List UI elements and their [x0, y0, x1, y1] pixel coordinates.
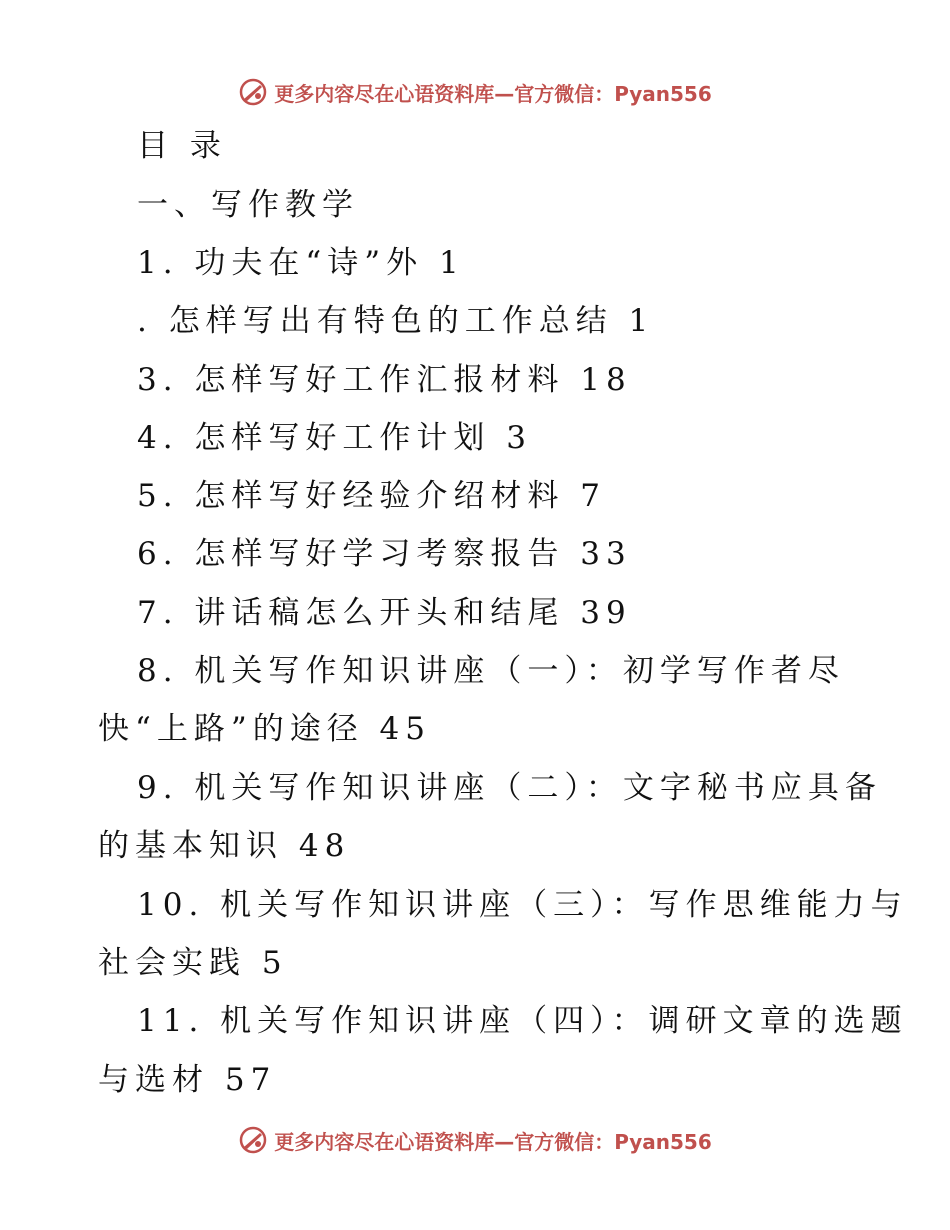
toc-entry: 9. 机关写作知识讲座（二）：文字秘书应具备: [137, 770, 882, 806]
toc-entry: 4. 怎样写好工作计划 3: [137, 420, 533, 456]
toc-entry-continuation: 社会实践 5: [98, 945, 288, 981]
logo-icon: [238, 77, 268, 107]
footer-banner-text: 更多内容尽在心语资料库—官方微信：Pyan556: [274, 1129, 712, 1154]
header-banner-text: 更多内容尽在心语资料库—官方微信：Pyan556: [274, 81, 712, 106]
toc-entry-continuation: 快“上路”的途径 45: [98, 711, 431, 747]
footer-banner: [0, 1120, 950, 1160]
toc-entry-continuation: 与选材 57: [98, 1062, 277, 1098]
toc-entry: 10. 机关写作知识讲座（三）：写作思维能力与: [137, 887, 908, 923]
toc-entry: 7. 讲话稿怎么开头和结尾 39: [137, 595, 632, 631]
toc-entry: 6. 怎样写好学习考察报告 33: [137, 536, 632, 572]
toc-entry: 1. 功夫在“诗”外 1: [137, 245, 465, 281]
logo-icon: [238, 1125, 268, 1155]
toc-entry: 8. 机关写作知识讲座（一）：初学写作者尽: [137, 653, 845, 689]
toc-entry-continuation: 的基本知识 48: [98, 828, 351, 864]
header-banner: [0, 72, 950, 112]
toc-entry: 11. 机关写作知识讲座（四）：调研文章的选题: [137, 1003, 908, 1039]
toc-section: 一、写作教学: [137, 187, 359, 223]
toc-title: 目 录: [137, 128, 227, 164]
toc-entry: 5. 怎样写好经验介绍材料 7: [137, 478, 607, 514]
toc-entry: . 怎样写出有特色的工作总结 1: [137, 303, 655, 339]
toc-entry: 3. 怎样写好工作汇报材料 18: [137, 362, 632, 398]
